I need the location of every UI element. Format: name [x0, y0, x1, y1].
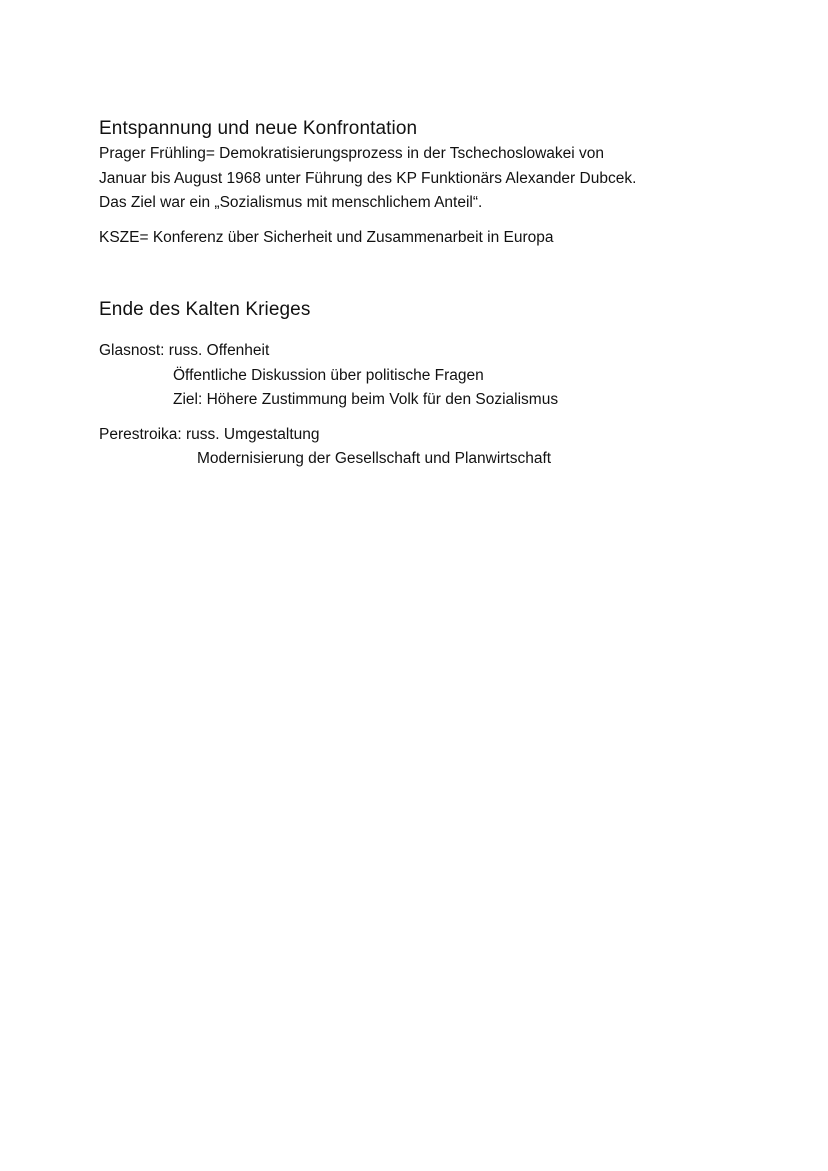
glasnost-detail-2: Ziel: Höhere Zustimmung beim Volk für den Sozialismus [173, 391, 559, 408]
prager-line-2: Januar bis August 1968 unter Führung des KP Funktionärs Alexander Dubcek. [99, 169, 637, 187]
section-heading-entspannung: Entspannung und neue Konfrontation [99, 118, 418, 139]
glasnost-block [99, 339, 779, 413]
ksze-definition: KSZE= Konferenz über Sicherheit und Zusammenarbeit in Europa [99, 228, 554, 246]
perestroika-detail-1: Modernisierung der Gesellschaft und Planwirtschaft [197, 450, 552, 467]
glasnost-term: Glasnost: russ. Offenheit [99, 342, 270, 359]
perestroika-block [99, 423, 779, 472]
perestroika-term: Perestroika: russ. Umgestaltung [99, 425, 320, 443]
prager-line-1: Prager Frühling= Demokratisierungsprozess in der Tschechoslowakei von [99, 145, 604, 162]
prager-line-3: Das Ziel war ein „Sozialismus mit menschlichem Anteil“. [99, 194, 483, 211]
prager-fruehling-paragraph [99, 142, 779, 216]
document-content [99, 116, 779, 472]
section-heading-ende-kalter-krieg: Ende des Kalten Krieges [99, 299, 311, 320]
glasnost-detail-1: Öffentliche Diskussion über politische Fragen [173, 366, 484, 384]
